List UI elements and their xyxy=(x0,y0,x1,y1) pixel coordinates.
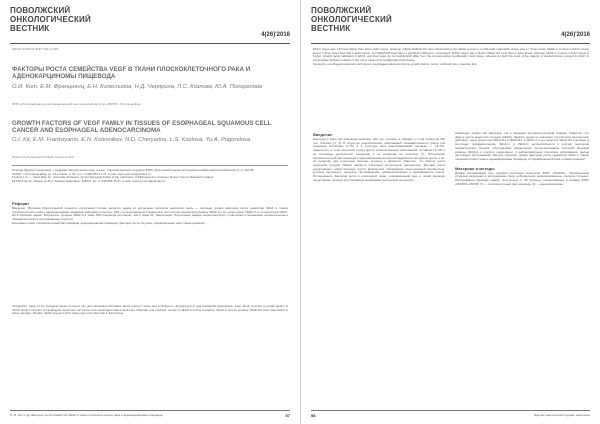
footer-running-title: О. И. Кит и др. Факторы роста семейства VEGF в ткани плоскоклеточного рака и аденокарциномы пищевода xyxy=(10,413,163,417)
journal-title-line: ВЕСТНИК xyxy=(10,24,50,33)
authors-en: O.I. Kit, E.M. Frantsiyants, E.N. Kolesnikov, N.D. Cheryarina, L.S. Kozlova, Yu.A. Pogorelova xyxy=(12,137,251,143)
issue-number: 4(26)'2016 xyxy=(261,32,290,38)
page-number: 58 xyxy=(311,413,316,418)
page-number: 57 xyxy=(285,413,290,418)
methods-heading: Материал и методы xyxy=(455,165,495,171)
methods-text: Дизайн исследования был одобрен этическим комитетом ФГБУ «РНИОИ». Обязательным условием включения в исследование было добровольное информированное согласие больных. Исследования образцов тканей, полученных от 38 больных, оперированных в клинике ФГБУ «РНИОИ» МЗ РФ: 17 — плоскоклеточный рак пищевода, 21 — аденокарцинома. xyxy=(455,170,589,186)
page-footer xyxy=(10,410,290,419)
issue-number: 4(26)'2016 xyxy=(561,32,590,38)
abstract-ru: Введение. Изучение биологической сущности опухолевой стромы является одним из актуальных вопросов онкологии. Цель — изучение уровня факторов роста семейства VEGF в тканях плоскоклеточного рака и аденокарциномы пищевода. Материал и методы. ИФА с использованием стандартных тест-систем определяли уровень VEGF-A и его рецепторов, VEGF-C и его рецептора VEGF-R3 в образцах тканей. Результаты. Уровень VEGF-A в ткани ПКР пищевода был выше, чем в ткани АК. Заключение. Полученные данные свидетельствуют о различиях в механизмах неоангиогенеза и лимфангиогенеза в исследованных опухолях. xyxy=(12,206,288,222)
page-footer xyxy=(311,410,590,419)
udc-code: УДК 616.33-006.04-08:577.152.1/.3:096 xyxy=(12,48,59,51)
journal-header xyxy=(10,6,290,44)
intro-continued: изменение уровня как маркеров, так и мишеней противоопухолевой терапии. Известно, что фактор роста эндотелия сосудов (VEGF), являясь одним из ключевых регуляторов ангиогенеза, действует через рецепторы VEGF-R1 и VEGF-R2, а VEGF-C и его рецептор VEGF-R3 участвуют в регуляции лимфангиогенеза. VEGF-C и VEGF-D экспрессируются в клетках эндотелия лимфатических сосудов, обусловливая лимфогенное метастазирование опухолей. Высокий уровень VEGF-A в опухоли коррелирует с неблагоприятным прогнозом заболевания. Целью настоящего исследования явилось изучение уровня факторов роста семейства VEGF в тканях плоскоклеточного рака и аденокарциномы пищевода, их перифокальной зоне и линии резекции. xyxy=(455,132,589,161)
journal-title-line: ВЕСТНИК xyxy=(311,24,351,33)
summary-en-block xyxy=(313,48,589,126)
intro-heading: Введение xyxy=(313,132,333,137)
journal-title-line: ОНКОЛОГИЧЕСКИЙ xyxy=(311,15,392,24)
abstract-en: Introduction. Study of the biological nature of cancer can give interesting information about process course and contribute to development of new therapeutic approaches. Goal. Study of levels of growth factors of VEGF family in tissues of esophageal squamous cell cancer and esophageal adenocarcinoma. Materials and methods. Levels of VEGF-A and its receptors, VEGF-C and its receptor VEGF-R3 were determined in tissue samples. Results. VEGF-A level in SCC tissue was more than that in EAC tissue. xyxy=(12,305,288,316)
keywords-en: Keywords: esophageal squamous cell cancer, esophageal adenocarcinoma, growth factors, tumor, perifocal zone, resection line. xyxy=(313,61,478,66)
body-column-1 xyxy=(313,132,445,404)
contact-address-en: 63 14th Line St., Rostov-on-Don, Russian Federation, 344037, tel. +7-918-554-17-47, e-mail: super.gormon@yandex.ru xyxy=(12,179,166,184)
divider xyxy=(12,165,288,166)
abstract-ru-block xyxy=(12,201,288,301)
right-page xyxy=(300,0,600,424)
journal-title-line: ПОВОЛЖСКИЙ xyxy=(10,6,71,15)
journal-header xyxy=(311,6,590,44)
intro-text: Ежегодно в мире рак пищевода выявляют 400 тыс. человек, а умирают от этой патологии 300 тыс. больных [1, 2]. В структуре онкологических заболеваний пищеварительного тракта рак пищевода составляет 5–7%, а в структуре всех новообразований человека — 1,5–2%. Смертность от этой патологии, в ряду других злокачественных заболеваний, составляет 5–6% и за последние десятилетия тенденции к ее снижению не отмечено [7]. Исторически плоскоклеточный рак пищевода и аденокарцинома всегда исследовались как единое целое, а не, по существу, две отдельные болезни, которые и являются. Известно, что фактор роста эндотелия сосудов (VEGF) является ключевым регулятором ангиогенеза. Факторы роста представляют собой большую группу фрагментов, обладающих биологической активностью, которые регулируют процессы пролиферации, дифференцировки и выживаемости клеток. Исследование факторов роста в опухолевой ткани, перифокальной зоне и линии резекции представляет интерес для понимания механизмов опухолевой прогрессии. xyxy=(313,137,445,182)
affiliation-en: Rostov Cancer Research Institute, Rostov-on-Don xyxy=(12,155,75,159)
authors-ru: О.И. Кит, Е.М. Франциянц, Е.Н. Колесников, Н.Д. Черярина, Л.С. Козлова, Ю.А. Погорелова xyxy=(12,84,263,90)
footer-journal-note: Научно-практический журнал онкологии xyxy=(533,413,590,417)
contact-en: Kozlova L.S. — Cand. Biol. Sc., Associate Professor, Senior Research Fellow of the Laboratory of Pathogenesis of Cancer, Rostov Cancer Research Institute xyxy=(12,175,214,180)
journal-title-line: ОНКОЛОГИЧЕСКИЙ xyxy=(10,15,91,24)
journal-title-line: ПОВОЛЖСКИЙ xyxy=(311,6,372,15)
article-title-ru: ФАКТОРЫ РОСТА СЕМЕЙСТВА VEGF В ТКАНИ ПЛОСКОКЛЕТОЧНОГО РАКА И АДЕНОКАРЦИНОМЫ ПИЩЕВОДА xyxy=(12,66,251,81)
keywords-ru: Ключевые слова: плоскоклеточный рак пищевода, аденокарцинома пищевода, факторы роста, опухоль, перифокальная зона, линия резекции. xyxy=(12,220,206,225)
article-title-en: GROWTH FACTORS OF VEGF FAMILY IN TISSUES OF ESOPHAGEAL SQUAMOUS CELL CANCER AND ESOPHAGEAL ADENOCARCINOMA xyxy=(12,120,272,135)
contact-block xyxy=(12,169,288,199)
summary-en: ESCC tissue was 1.8 times higher than that in EAC tissue. However, VEGF-A/VEGF-R1 ratio characterizing the VEGF-A level in conditionally intact EAC tissue was 1.7 times lower. VEGF-C content in ESCC tissue was 2.7 times lower than that in EAC tissue, and VEGF-R3 level had no significant difference. Conclusion. ESCC tissue has a higher VEGF-A/2 level than in EAC tissue, whereas VEGF-C content in EAC tissue is higher. Growth factor indicators in ESCC and their ratios do not significantly differ from the corresponding conditionally intact tissue, whereas for EAC the level of the majority of studied factors (except for EGF) is intermediate between indexes in the tumor tissue and conditionally intact tissue. xyxy=(313,48,589,63)
affiliation-ru: ФГБУ «Ростовский научно-исследовательский онкологический институт» МЗ РФ, г. Ростов-на-Дону xyxy=(12,102,141,106)
contact-ru: Козлова Лариса Степановна — кандидат биологических наук, доцент, старший научный сотрудник ФГБУ «Ростовский научно-исследовательский онкологический институт» МЗ РФ xyxy=(12,169,254,172)
abstract-en-block xyxy=(12,305,288,403)
contact-address-ru: 344037, г. Ростов-на-Дону, ул. 14-я линия, д. 63, тел. +7-918-554-17-47, e-mail: super.gormon@yandex.ru xyxy=(12,171,151,176)
abstract-heading: Реферат xyxy=(12,201,30,206)
body-column-2 xyxy=(455,132,589,404)
